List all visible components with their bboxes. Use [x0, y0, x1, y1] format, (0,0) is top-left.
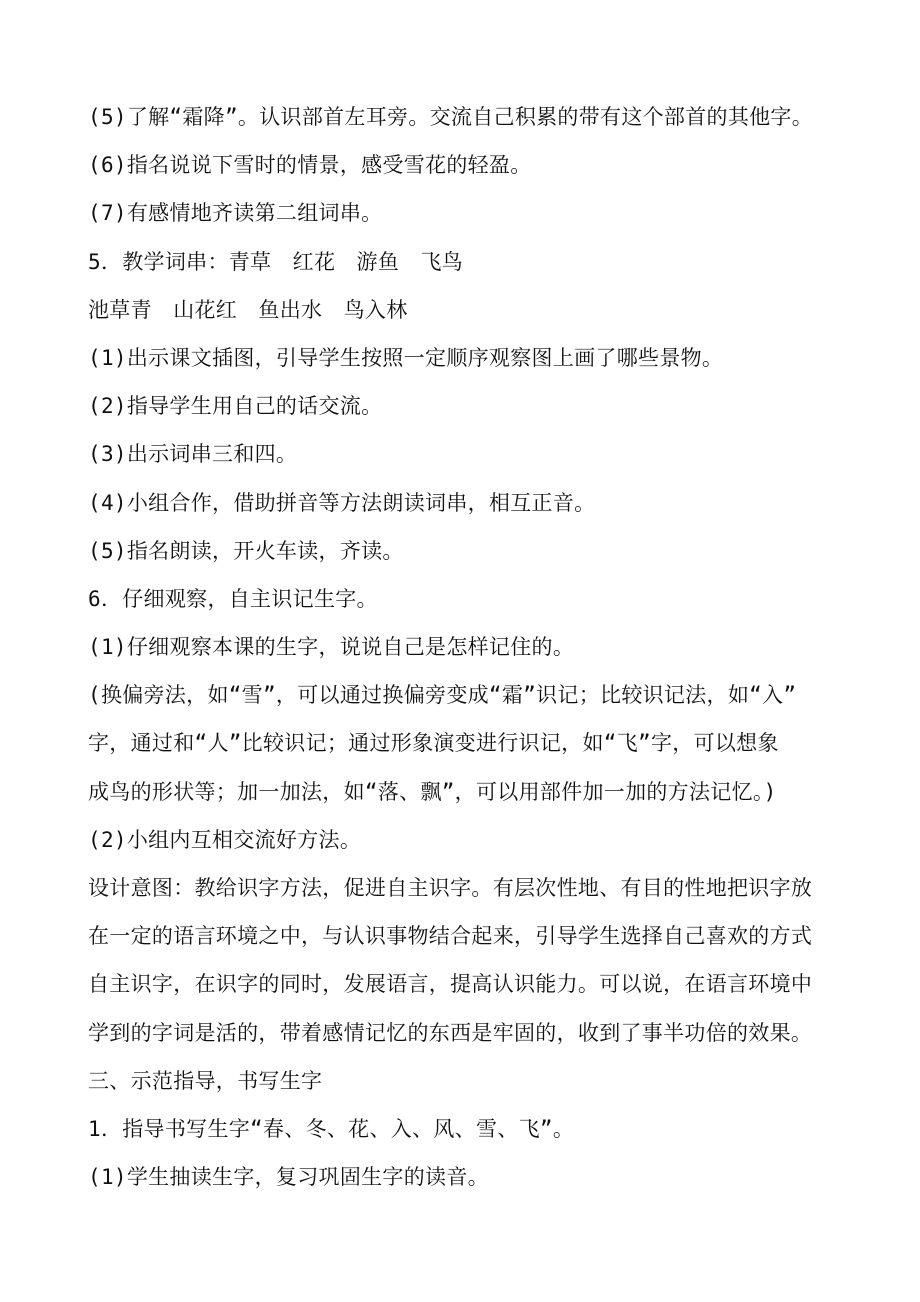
paragraph-line: 池草青 山花红 鱼出水 鸟入林	[88, 297, 408, 322]
document-body	[88, 93, 848, 1201]
paragraph-line: (1)学生抽读生字，复习巩固生字的读音。	[88, 1165, 489, 1190]
paragraph-line: (4)小组合作，借助拼音等方法朗读词串，相互正音。	[88, 490, 596, 515]
paragraph-line: (5)指名朗读，开火车读，齐读。	[88, 538, 404, 563]
paragraph-line: (7)有感情地齐读第二组词串。	[88, 201, 383, 226]
paragraph-line: (2)小组内互相交流好方法。	[88, 827, 362, 852]
paragraph-line: 5．教学词串：青草 红花 游鱼 飞鸟	[88, 249, 464, 274]
section-heading: 三、示范指导，书写生字	[88, 1068, 323, 1093]
paragraph-line: 设计意图：教给识字方法，促进自主识字。有层次性地、有目的性地把识字放	[88, 876, 813, 900]
paragraph-line: (1)出示课文插图，引导学生按照一定顺序观察图上画了哪些景物。	[88, 345, 724, 370]
paragraph-line: (1)仔细观察本课的生字，说说自己是怎样记住的。	[88, 635, 575, 660]
paragraph-line: 成鸟的形状等；加一加法，如“落、飘”，可以用部件加一加的方法记忆。)	[88, 779, 777, 804]
paragraph-line: (换偏旁法，如“雪”，可以通过换偏旁变成“霜”识记；比较识记法，如“入”	[88, 683, 797, 708]
paragraph-line: 字，通过和“人”比较识记；通过形象演变进行识记，如“飞”字，可以想象	[88, 731, 779, 756]
paragraph-line: (2)指导学生用自己的话交流。	[88, 394, 383, 419]
paragraph-line: (5)了解“霜降”。认识部首左耳旁。交流自己积累的带有这个部首的其他字。	[88, 105, 814, 129]
paragraph-line: (6)指名说说下雪时的情景，感受雪花的轻盈。	[88, 153, 532, 178]
paragraph-line: 1．指导书写生字“春、冬、花、入、风、雪、飞”。	[88, 1116, 575, 1141]
paragraph-line: 在一定的语言环境之中，与认识事物结合起来，引导学生选择自己喜欢的方式	[88, 924, 813, 949]
paragraph-line: 自主识字，在识字的同时，发展语言，提高认识能力。可以说，在语言环境中	[88, 972, 813, 997]
paragraph-line: 6．仔细观察，自主识记生字。	[88, 586, 378, 611]
paragraph-line: 学到的字词是活的，带着感情记忆的东西是牢固的，收到了事半功倍的效果。	[88, 1020, 813, 1045]
paragraph-line: (3)出示词串三和四。	[88, 442, 298, 467]
